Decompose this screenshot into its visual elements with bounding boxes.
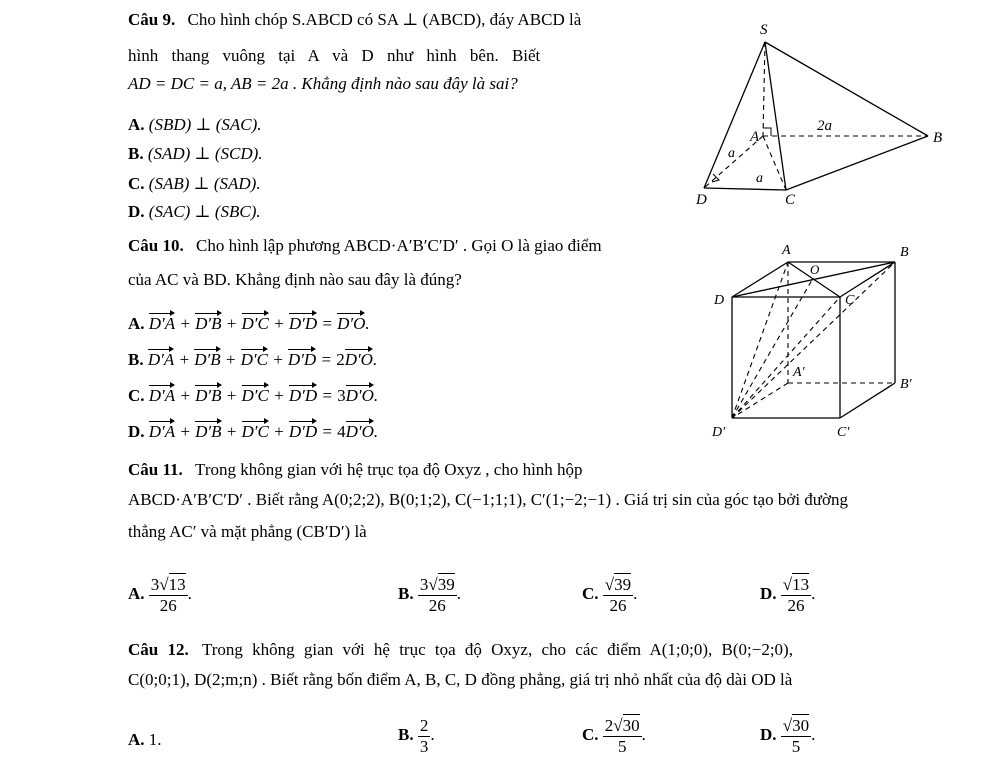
q11-option-a[interactable]: A. $\frac{3√13}{26}$ . xyxy=(128,575,192,615)
q11-option-c[interactable]: C. $\frac{√39}{26}$ . xyxy=(582,575,638,615)
option-text: (SAC) ⊥ (SBC). xyxy=(148,202,261,221)
q9-line1 xyxy=(128,10,581,30)
q9-text1: Cho hình chóp S.ABCD có SA ⊥ (ABCD), đáy ABCD là xyxy=(187,10,582,29)
vector: D′B xyxy=(195,382,221,406)
q12-option-d[interactable]: D. $\frac{√30}{5}$ . xyxy=(760,716,816,756)
option-letter: B. xyxy=(398,724,414,744)
coefficient: 3 xyxy=(337,386,346,405)
denominator: 3 xyxy=(419,736,429,756)
option-letter: D. xyxy=(760,724,777,744)
q10-option-d[interactable]: D. D′A + D′B + D′C + D′D = 4D′O. xyxy=(128,418,378,442)
fraction: $\frac{√39}{26}$ xyxy=(604,575,632,615)
coefficient: 4 xyxy=(337,422,346,441)
fraction xyxy=(418,716,431,756)
vector: D′O xyxy=(345,346,373,370)
point-o: O xyxy=(810,262,820,277)
vector: D′A xyxy=(149,310,175,334)
vertex-b: B xyxy=(933,130,943,146)
option-text: (SAD) ⊥ (SCD). xyxy=(147,144,263,163)
q12-option-a[interactable] xyxy=(128,730,162,750)
denominator: 26 xyxy=(159,595,177,615)
q11-label: Câu 11. xyxy=(128,460,183,479)
option-text: 1. xyxy=(148,730,162,749)
vertex-c-prime: C′ xyxy=(837,425,850,438)
q12-text1: Trong không gian với hệ trục tọa độ Oxyz, cho các điểm A(1;0;0), B(0;−2;0), xyxy=(201,640,793,659)
vertex-b: B xyxy=(900,245,909,260)
vertex-d-prime: D′ xyxy=(712,425,726,438)
vertex-c: C xyxy=(785,192,796,208)
q12-option-b[interactable]: B. $\frac{2}{3}$ . xyxy=(398,716,435,756)
q9-line2: hình thang vuông tại A và D như hình bên. Biết xyxy=(128,46,541,65)
vector: D′B xyxy=(194,346,220,370)
radicand: 13 xyxy=(168,575,186,594)
radicand: 30 xyxy=(792,716,810,735)
option-letter: C. xyxy=(582,583,599,603)
fraction: $\frac{√30}{5}$ xyxy=(782,716,810,756)
q11-line2: ABCD·A′B′C′D′ . Biết rằng A(0;2;2), B(0;1;2), C(−1;1;1), C′(1;−2;−1) . Giá trị sin của góc tạo bởi đường xyxy=(128,490,849,509)
vertex-a-prime: A′ xyxy=(793,365,805,380)
option-letter: B. xyxy=(128,350,144,369)
vertex-a: A xyxy=(750,129,760,145)
vector: D′O xyxy=(337,310,365,334)
vector: D′D xyxy=(289,418,317,442)
q10-label: Câu 10. xyxy=(128,236,184,255)
fraction: $\frac{√13}{26}$ xyxy=(782,575,810,615)
fraction: $\frac{2√30}{5}$ xyxy=(604,716,640,756)
option-letter: D. xyxy=(128,422,145,441)
numerator: 2 xyxy=(419,716,429,735)
coefficient: 3 xyxy=(150,575,160,594)
coefficient: 3 xyxy=(419,575,429,594)
q10-text1: Cho hình lập phương ABCD·A′B′C′D′ . Gọi O là giao điểm xyxy=(195,236,602,255)
denominator: 5 xyxy=(791,736,801,756)
denominator: 26 xyxy=(428,595,446,615)
coefficient: 2 xyxy=(336,350,345,369)
vector: D′D xyxy=(288,346,316,370)
fraction: $\frac{3√39}{26}$ xyxy=(419,575,455,615)
vector: D′C xyxy=(242,310,269,334)
q9-option-a[interactable] xyxy=(128,115,262,135)
option-text: (SAB) ⊥ (SAD). xyxy=(148,174,261,193)
option-letter: D. xyxy=(760,583,777,603)
denominator: 26 xyxy=(787,595,805,615)
vector: D′A xyxy=(149,382,175,406)
vector: D′C xyxy=(242,382,269,406)
q10-option-a[interactable]: A. D′A + D′B + D′C + D′D = D′O. xyxy=(128,310,370,334)
q9-option-c[interactable] xyxy=(128,174,261,194)
option-letter: C. xyxy=(128,174,145,193)
fraction: $\frac{3√13}{26}$ xyxy=(150,575,186,615)
vertex-d: D xyxy=(714,293,725,308)
q9-label: Câu 9. xyxy=(128,10,176,29)
option-letter: B. xyxy=(398,583,414,603)
option-letter: A. xyxy=(128,115,145,134)
option-letter: A. xyxy=(128,314,145,333)
option-text: (SBD) ⊥ (SAC). xyxy=(148,115,262,134)
vector: D′B xyxy=(195,418,221,442)
q9-option-d[interactable] xyxy=(128,202,261,222)
q11-text1: Trong không gian với hệ trục tọa độ Oxyz , cho hình hộp xyxy=(195,460,583,479)
q9-line3: AD = DC = a, AB = 2a . Khẳng định nào sau đây là sai? xyxy=(128,74,518,93)
q10-cube-figure xyxy=(700,238,930,438)
q9-option-b[interactable] xyxy=(128,144,263,164)
option-letter: A. xyxy=(128,730,145,749)
radicand: 30 xyxy=(622,716,640,735)
length-ad: a xyxy=(728,146,735,161)
radicand: 39 xyxy=(437,575,455,594)
vector: D′A xyxy=(148,346,174,370)
q10-line2: của AC và BD. Khẳng định nào sau đây là đúng? xyxy=(128,270,462,289)
q9-pyramid-figure xyxy=(690,20,950,210)
vector: D′A xyxy=(149,418,175,442)
q12-line2: C(0;0;1), D(2;m;n) . Biết rằng bốn điểm A, B, C, D đồng phẳng, giá trị nhỏ nhất của độ dài OD là xyxy=(128,670,793,689)
option-letter: A. xyxy=(128,583,145,603)
option-letter: C. xyxy=(128,386,145,405)
q11-option-d[interactable]: D. $\frac{√13}{26}$ . xyxy=(760,575,816,615)
q11-option-b[interactable]: B. $\frac{3√39}{26}$ . xyxy=(398,575,461,615)
vector: D′B xyxy=(195,310,221,334)
q12-line1 xyxy=(128,640,793,660)
length-ab: 2a xyxy=(817,118,832,134)
length-dc: a xyxy=(756,171,763,186)
q10-option-b[interactable]: B. D′A + D′B + D′C + D′D = 2D′O. xyxy=(128,346,377,370)
q11-line1 xyxy=(128,460,583,480)
vertex-a: A xyxy=(782,243,791,258)
q10-line1 xyxy=(128,236,602,256)
vector: D′C xyxy=(242,418,269,442)
vertex-d: D xyxy=(696,192,707,208)
radicand: 13 xyxy=(792,575,810,594)
q11-line3: thẳng AC′ và mặt phẳng (CB′D′) là xyxy=(128,522,367,541)
vertex-c: C xyxy=(845,293,855,308)
vertex-b-prime: B′ xyxy=(900,377,912,392)
q10-option-c[interactable]: C. D′A + D′B + D′C + D′D = 3D′O. xyxy=(128,382,378,406)
vertex-s: S xyxy=(760,22,768,38)
option-letter: B. xyxy=(128,144,144,163)
vector: D′C xyxy=(241,346,268,370)
vector: D′D xyxy=(289,382,317,406)
radicand: 39 xyxy=(614,575,632,594)
q12-option-c[interactable]: C. $\frac{2√30}{5}$ . xyxy=(582,716,646,756)
denominator: 26 xyxy=(609,595,627,615)
coefficient: 2 xyxy=(604,716,614,735)
q12-label: Câu 12. xyxy=(128,640,189,659)
option-letter: C. xyxy=(582,724,599,744)
vector: D′D xyxy=(289,310,317,334)
option-letter: D. xyxy=(128,202,145,221)
vector: D′O xyxy=(346,418,374,442)
denominator: 5 xyxy=(617,736,627,756)
vector: D′O xyxy=(346,382,374,406)
